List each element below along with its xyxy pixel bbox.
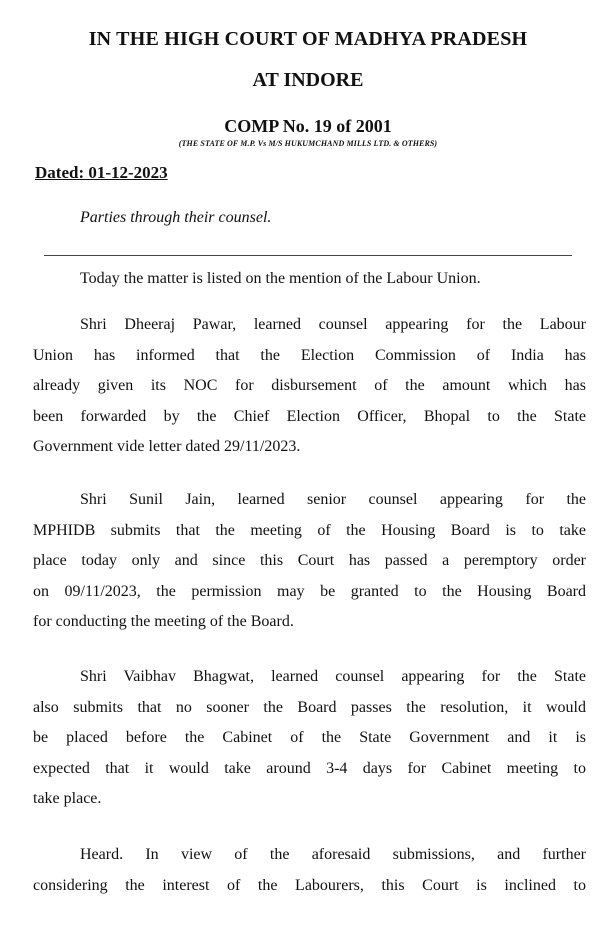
order-date: Dated: 01-12-2023 <box>35 163 168 182</box>
paragraph-line: take place. <box>33 790 102 807</box>
parties-appearance: Parties through their counsel. <box>80 209 272 226</box>
paragraph-line: for conducting the meeting of the Board. <box>33 613 294 630</box>
paragraph-line: be placed before the Cabinet of the State Government and it is <box>33 729 586 746</box>
case-number: COMP No. 19 of 2001 <box>224 116 392 136</box>
court-bench-heading: AT INDORE <box>252 69 364 91</box>
paragraph-line: Union has informed that the Election Commission of India has <box>33 346 586 364</box>
paragraph-line: also submits that no sooner the Board passes the resolution, it would <box>33 698 586 716</box>
order-paragraph-5 <box>33 840 586 901</box>
order-paragraph-2 <box>33 310 586 463</box>
order-paragraph-3 <box>33 485 586 638</box>
paragraph-line: place today only and since this Court has passed a peremptory order <box>33 552 586 569</box>
paragraph-line: Shri Vaibhav Bhagwat, learned counsel appearing for the State <box>80 668 586 685</box>
paragraph-line: considering the interest of the Labourers, this Court is inclined to <box>33 876 586 894</box>
paragraph-line: Government vide letter dated 29/11/2023. <box>33 438 301 455</box>
separator-rule <box>44 255 572 256</box>
paragraph-line: Shri Dheeraj Pawar, learned counsel appearing for the Labour <box>80 316 586 333</box>
court-name-heading: IN THE HIGH COURT OF MADHYA PRADESH <box>88 28 528 50</box>
paragraph-line: already given its NOC for disbursement of the amount which has <box>33 377 586 394</box>
paragraph-line: MPHIDB submits that the meeting of the Housing Board is to take <box>33 521 586 539</box>
order-paragraph-1 <box>33 264 586 295</box>
paragraph-line: Heard. In view of the aforesaid submissions, and further <box>80 846 586 863</box>
case-parties-title: (THE STATE OF M.P. Vs M/S HUKUMCHAND MILLS LTD. & OTHERS) <box>178 139 438 148</box>
paragraph-line: expected that it would take around 3-4 days for Cabinet meeting to <box>33 759 586 777</box>
paragraph-line: been forwarded by the Chief Election Officer, Bhopal to the State <box>33 407 586 425</box>
paragraph-line: Today the matter is listed on the mention of the Labour Union. <box>80 270 481 287</box>
paragraph-line: on 09/11/2023, the permission may be granted to the Housing Board <box>33 582 586 600</box>
paragraph-line: Shri Sunil Jain, learned senior counsel appearing for the <box>80 491 586 508</box>
order-paragraph-4 <box>33 662 586 815</box>
